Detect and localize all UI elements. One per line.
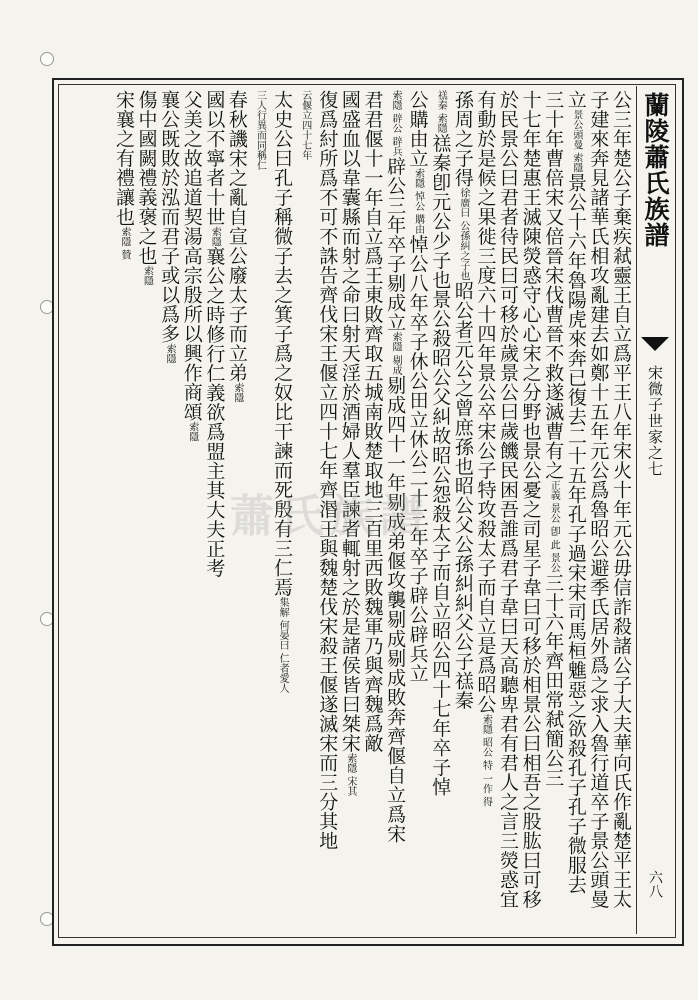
text-column xyxy=(180,90,203,928)
book-title: 蘭陵蕭氏族譜 xyxy=(641,92,670,248)
main-text: 孫周之子得 xyxy=(451,90,474,188)
main-text: 宋襄之有禮讓也 xyxy=(112,90,135,227)
main-text: 公購由立 xyxy=(406,90,429,168)
commentary-note: 禚秦 索隱 xyxy=(435,90,447,134)
text-column xyxy=(135,90,158,928)
commentary-note: 索隱 xyxy=(186,421,198,442)
commentary-note: 索隱 贊 xyxy=(118,226,130,260)
page-number: 六八 xyxy=(647,870,663,898)
commentary-note: 云偃立四十七年 xyxy=(299,90,311,160)
main-text: 父美之故追道契湯高宗殷所以興作商頌 xyxy=(180,90,203,422)
watermark: 蕭氏族譜 xyxy=(230,491,430,542)
commentary-note: 索隱 辟公 辟兵 xyxy=(390,90,402,157)
main-text: 國盛血以韋囊縣而射之命曰射天淫於酒婦人羣臣諫者輒射之於是諸侯皆曰桀宋 xyxy=(338,90,361,753)
main-text: 襄公既敗於泓而君子或以爲多 xyxy=(158,90,181,344)
binding-hole xyxy=(40,52,54,66)
commentary-note: 集解 何晏曰 仁者愛人 xyxy=(277,597,289,694)
commentary-note: 索隱 悼公 購由 xyxy=(412,168,424,235)
text-column xyxy=(203,90,226,928)
main-text: 十七年楚惠王滅陳熒惑守心心宋之分野也景公憂之司星子韋曰可移於相景公曰相吾之股肱曰可移 xyxy=(519,90,542,909)
main-text: 剔成四十一年剔成弟偃攻襲剔成剔成敗奔齊偃自立爲宋 xyxy=(384,375,407,844)
main-text: 國以不寧者十世 xyxy=(203,90,226,227)
main-text: 於民景公曰君者待民曰可移於歲景公曰歲饑民困吾誰爲君子韋曰天高聽卑君有君人之言三熒惑宜 xyxy=(497,90,520,909)
commentary-note: 索隱 xyxy=(141,265,153,286)
main-text: 公三年楚公子棄疾弒靈王自立爲平王八年宋火十年元公毋信詐殺諸公子大夫華向氏作亂楚平王太 xyxy=(610,90,632,909)
commentary-note: 徐廣曰 公孫糾之子也 xyxy=(457,187,469,281)
commentary-note: 索隱 昭公 特 一作 得 xyxy=(480,714,492,807)
commentary-note: 索隱 宋其 xyxy=(344,753,356,797)
main-text: 襄公之時修行仁義欲爲盟主其大夫正考 xyxy=(203,246,226,578)
commentary-note: 正義 景公 卽 此 景公 xyxy=(548,480,560,573)
main-text: 有動於是候之果徙三度六十四年景公卒宋公子特攻殺太子而自立是爲昭公 xyxy=(474,90,497,714)
main-text: 春秋譏宋之亂自宣公廢太子而立弟 xyxy=(225,90,248,383)
commentary-note: 景公頭曼 索隱 xyxy=(570,109,582,173)
commentary-note: 索隱 xyxy=(164,343,176,364)
main-text: 傷中國闕禮義褒之也 xyxy=(135,90,158,266)
main-text: 景公十六年魯陽虎來奔已復去二十五年孔子過宋宋司馬桓魋惡之欲殺孔子孔子微服去 xyxy=(564,172,587,895)
commentary-note: 三人行異而同稱仁 xyxy=(254,90,266,170)
commentary-note: 索隱 剔成 xyxy=(390,331,402,376)
main-text: 君君偃十一年自立爲王東敗齊取五城南敗楚取地三百里西敗魏軍乃與齊魏爲敵 xyxy=(361,90,384,753)
text-column xyxy=(587,90,610,928)
main-text: 昭公者元公之曾庶孫也昭公父公孫糾糾父公子禚秦 xyxy=(451,280,474,710)
main-text: 子建來奔見諸華氏相攻亂建去如鄭十五年元公爲魯昭公避季氏居外爲之求入魯行道卒子景公頭曼 xyxy=(587,90,610,909)
main-text: 立 xyxy=(564,90,587,110)
fish-tail-mark-icon xyxy=(639,335,671,353)
chapter-title: 宋微子世家之七 xyxy=(646,365,664,477)
main-text: 三十年曹倍宋又倍晉宋伐曹晉不救遂滅曹有之 xyxy=(542,90,565,480)
commentary-note: 索隱 xyxy=(209,226,221,247)
commentary-note: 索隱 xyxy=(231,382,243,403)
main-text: 禚秦卽元公少子也景公殺昭公父糾故昭公怨殺太子而自立昭公四十七年卒子悼 xyxy=(429,133,452,797)
text-column xyxy=(158,90,181,928)
text-column xyxy=(609,90,632,928)
main-text: 三十六年齊田常弒簡公三 xyxy=(542,572,565,788)
text-column xyxy=(112,90,135,928)
main-text: 辟公三年卒子剔成立 xyxy=(384,156,407,332)
main-text: 復爲紂所爲不可不誅告齊伐宋王偃立四十七年齊湣王與魏楚伐宋殺王偃遂滅宋而三分其地 xyxy=(316,90,339,851)
main-text: 太史公曰孔子稱微子去之箕子爲之奴比干諫而死殷有三仁焉 xyxy=(271,90,294,597)
main-text: 悼公八年卒子休公田立休公二十三年卒子辟公辟兵立 xyxy=(406,234,429,683)
